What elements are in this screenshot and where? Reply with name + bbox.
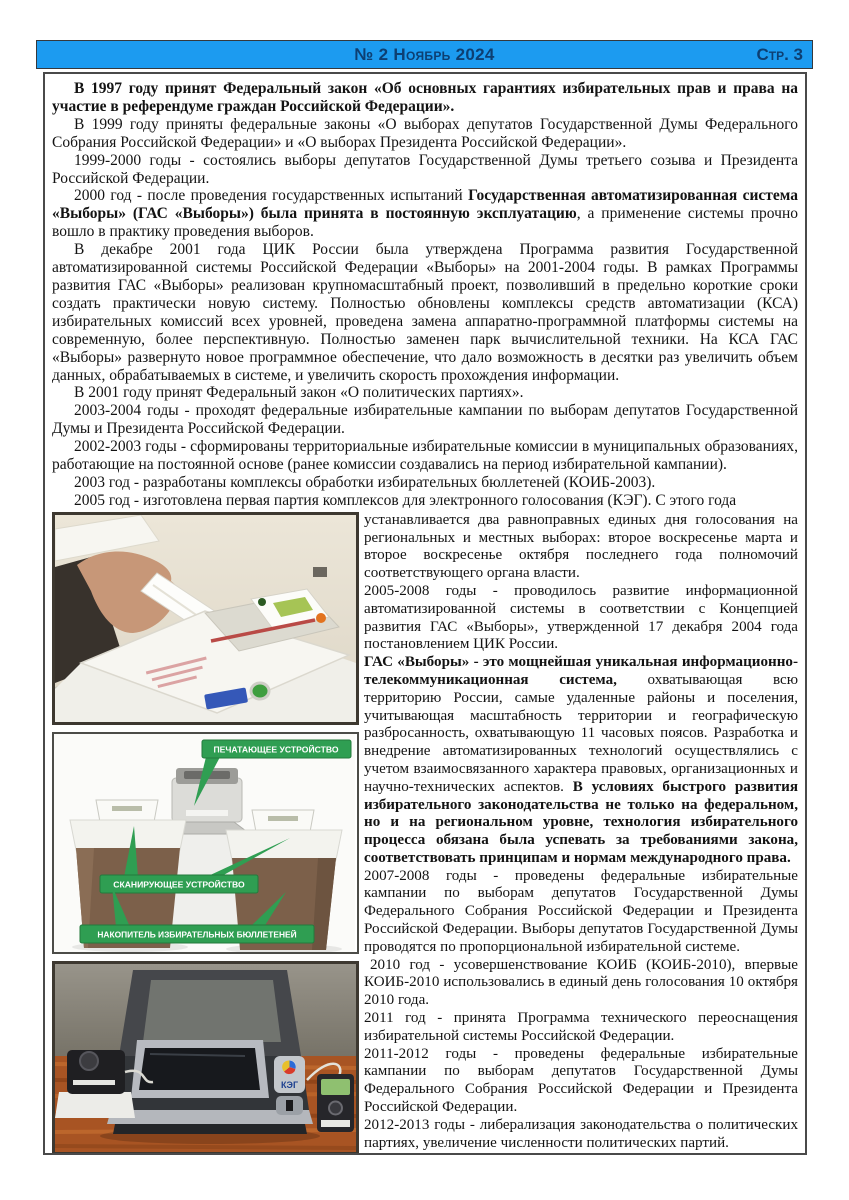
- keg-terminal-illustration: [55, 964, 356, 1152]
- label-scanning-device: СКАНИРУЮЩЕЕ УСТРОЙСТВО: [113, 879, 245, 890]
- paragraph-2003-2004: 2003-2004 годы - проходят федеральные избирательные кампании по выборам депутатов Государственной Думы и Президента Российской Федерации.: [52, 402, 798, 438]
- keg-badge: [274, 1056, 305, 1093]
- paragraph-2003-koib: 2003 год - разработаны комплексы обработки избирательных бюллетеней (КОИБ-2003).: [74, 473, 656, 491]
- paragraph-segment-bold: В условиях быстрого развития избирательного законодательства не только на федеральном, но и на региональном уровне, технология избирательного процесса обязана была успевать за требованиями закона, соответствовать принципам и нормам международного права.: [364, 778, 798, 866]
- green-button: [251, 683, 269, 699]
- paragraph-2010-koib: 2010 год - усовершенствование КОИБ (КОИБ-2010), впервые КОИБ-2010 использовались в единый день голосования 10 октября 2010 года.: [364, 956, 798, 1009]
- orange-button: [316, 613, 326, 623]
- card-slot-panel: [276, 1096, 303, 1115]
- paragraph-1997-law: В 1997 году принят Федеральный закон «Об основных гарантиях избирательных прав и права на участие в референдуме граждан Российской Федерации».: [52, 80, 798, 115]
- paragraph-2005-2008: 2005-2008 годы - проводилось развитие информационной автоматизированной системы в соответствии с Концепцией развития ГАС «Выборы», утвержденной 17 декабря 2004 года постановлением ЦИК России.: [364, 582, 798, 653]
- keg-label-text: КЭГ: [280, 1079, 299, 1090]
- paragraph-1999-laws: В 1999 году приняты федеральные законы «О выборах депутатов Государственной Думы Федерального Собрания Российской Федерации» и «О выборах Президента Российской Федерации».: [52, 115, 798, 151]
- issue-label: № 2 Ноябрь 2024: [354, 44, 495, 64]
- paragraph-segment-bold: ГАС «Выборы» - это мощнейшая уникальная информационно-телекоммуникационная система,: [364, 654, 798, 688]
- article-top-text: [52, 80, 798, 510]
- paragraph-2002-2003: 2002-2003 годы - сформированы территориальные избирательные комиссии в муниципальных образованиях, работающие на постоянной основе (ранее комиссии создавались на период избирательной кампании).: [52, 438, 798, 474]
- page-number: Стр. 3: [756, 45, 803, 64]
- paragraph-2005-keg-lead: 2005 год - изготовлена первая партия комплексов для электронного голосования (КЭГ). С этого года: [74, 491, 737, 509]
- paragraph-2011-2012: 2011-2012 годы - проведены федеральные избирательные кампании по выборам депутатов Государственной Думы Федерального Собрания Российской Федерации и Президента Российской Федерации.: [364, 1045, 798, 1116]
- figure-keg-photo: [52, 961, 359, 1155]
- paragraph-2011-program: 2011 год - принята Программа технического переоснащения избирательной системы Российской Федерации.: [364, 1010, 798, 1044]
- paragraph-2000-gas: [52, 187, 798, 241]
- paragraph-2007-2008: 2007-2008 годы - проведены федеральные избирательные кампании по выборам депутатов Государственной Думы Федерального Собрания Российской Федерации и Президента Российской Федерации. Выборы депутатов Государственной Думы проводятся по пропорциональной избирательной системе.: [364, 867, 798, 955]
- right-text-column: [359, 512, 798, 1155]
- paragraph-segment-bold: Государственная автоматизированная система «Выборы» (ГАС «Выборы») была принята в постоянную эксплуатацию: [52, 187, 798, 223]
- paragraph-gas-description: [364, 654, 798, 868]
- figure-koib-diagram: [52, 732, 359, 954]
- paragraph-1999-2000: 1999-2000 годы - состоялись выборы депутатов Государственной Думы третьего созыва и Президента Российской Федерации.: [52, 151, 798, 187]
- koib-diagram-illustration: [54, 734, 355, 952]
- status-led: [258, 598, 266, 606]
- koib-ballot-illustration: [55, 515, 356, 722]
- paragraph-segment: , а применение системы прочно вошло в практику проведения выборов.: [52, 205, 798, 241]
- newsletter-header-bar: [36, 40, 813, 69]
- article-content-box: [43, 72, 807, 1155]
- paragraph-2005-keg-rest: устанавливается два равноправных единых дня голосования на региональных и местных выборах: второе воскресенье марта и второе воскресенье октября последнего года полномочий соответствующего органа власти.: [364, 511, 798, 582]
- paragraph-segment: 2000 год - после проведения государственных испытаний: [74, 187, 469, 205]
- label-printing-device: ПЕЧАТАЮЩЕЕ УСТРОЙСТВО: [213, 744, 339, 755]
- two-column-section: [52, 512, 798, 1155]
- label-ballot-storage: НАКОПИТЕЛЬ ИЗБИРАТЕЛЬНЫХ БЮЛЛЕТЕНЕЙ: [97, 929, 297, 940]
- figures-column: [52, 512, 359, 1155]
- figure-koib-ballot-photo: [52, 512, 359, 725]
- paragraph-2001-parties-law: В 2001 году принят Федеральный закон «О политических партиях».: [74, 384, 524, 402]
- wall-fixture: [313, 567, 327, 577]
- paragraph-2001-program: В декабре 2001 года ЦИК России была утверждена Программа развития Государственной автоматизированной системы Российской Федерации «Выборы» на 2001-2004 годы. В рамках Программы развития ГАС «Выборы» реализован крупномасштабный проект, позволивший в предельно короткие сроки создать практически новую систему. Полностью обновлены комплексы средств автоматизации (КСА) избирательных комиссий всех уровней, проведена замена аппаратно-программной платформы системы на современную, более перспективную. Полностью заменен парк вычислительной техники. На КСА ГАС «Выборы» развернуто новое программное обеспечение, что дало возможность в десятки раз увеличить объем данных, обрабатываемых в системе, и увеличить скорость прохождения информации.: [52, 241, 798, 384]
- paragraph-2012-2013: 2012-2013 годы - либерализация законодательства о политических партиях, увеличение численности политических партий.: [364, 1116, 798, 1151]
- paragraph-segment: охватывающая всю территорию России, самые удаленные районы и поселения, учитывающая масштабность территории и географическую разбросанность, охватывающую 11 часовых поясов. Разработка и внедрение автоматизированных технологий осуществлялись с учетом взаимосвязанного характера правовых, организационных и научно-технических аспектов.: [364, 671, 798, 795]
